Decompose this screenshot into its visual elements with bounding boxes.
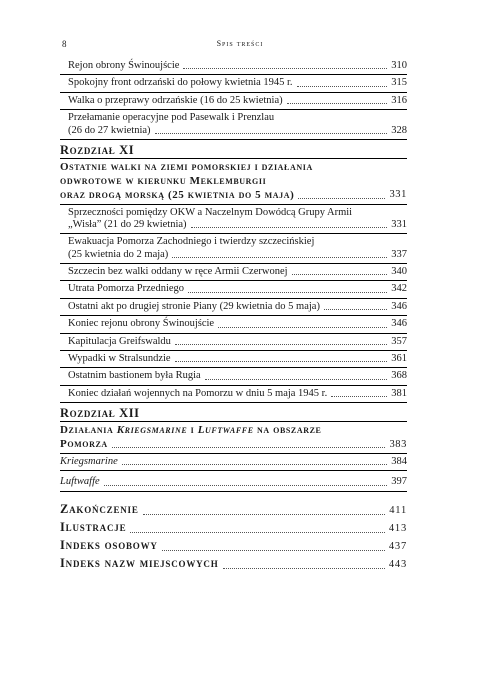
dot-leader	[104, 484, 388, 486]
dot-leader	[331, 395, 387, 397]
toc-entry-page: 331	[389, 189, 407, 201]
divider	[60, 139, 407, 140]
toc-entry-title: Kriegsmarine	[60, 456, 118, 468]
divider	[60, 233, 407, 234]
divider	[60, 315, 407, 316]
toc-entry-title: Szczecin bez walki oddany w ręce Armii Czerwonej	[68, 266, 288, 278]
toc-entry-page: 346	[391, 300, 407, 312]
toc-entry-page: 437	[388, 540, 407, 552]
table-of-contents	[60, 60, 407, 572]
toc-entry-title: Zakończenie	[60, 501, 139, 516]
divider	[60, 92, 407, 93]
divider	[60, 333, 407, 334]
toc-entry-title-line: Sprzeczności pomiędzy OKW a Naczelnym Dowódcą Grupy Armii	[68, 206, 353, 218]
chapter-title[interactable]	[60, 424, 407, 451]
toc-entry-title: Luftwaffe	[60, 476, 100, 488]
toc-entry-title-line: „Wisła” (21 do 29 kwietnia)	[68, 218, 187, 230]
dot-leader	[297, 85, 388, 87]
chapter-title-line: odwrotowe w kierunku Meklemburgii	[60, 174, 267, 187]
toc-entry-page: 340	[391, 266, 407, 278]
toc-entry-title: Rejon obrony Świnoujście	[68, 60, 180, 71]
toc-entry-page: 361	[391, 352, 407, 364]
dot-leader	[191, 226, 388, 228]
toc-entry-page: 337	[391, 248, 407, 260]
chapter-title-line: Działania Kriegsmarine i Luftwaffe na obszarze	[60, 424, 322, 437]
toc-entry-title: Koniec rejonu obrony Świnoujście	[68, 318, 215, 330]
toc-entry-multiline[interactable]	[60, 236, 407, 261]
toc-entry-main[interactable]	[60, 500, 407, 518]
toc-entry-page: 331	[391, 218, 407, 230]
toc-entry-title-line: Ewakuacja Pomorza Zachodniego i twierdzy szczecińskiej	[68, 236, 315, 248]
toc-entry-title-line: (26 do 27 kwietnia)	[68, 124, 151, 136]
toc-entry-page: 413	[388, 522, 407, 534]
chapter-title-line: oraz drogą morską (25 kwietnia do 5 maja)	[60, 188, 295, 201]
chapter-label: Rozdział XII	[60, 406, 140, 421]
toc-entry-title: Spokojny front odrzański do połowy kwietnia 1945 r.	[68, 77, 293, 89]
dot-leader	[287, 102, 388, 104]
divider	[60, 367, 407, 368]
divider	[60, 402, 407, 403]
toc-entry-main[interactable]	[60, 536, 407, 554]
toc-entry[interactable]	[60, 456, 407, 468]
dot-leader	[122, 463, 388, 465]
dot-leader	[130, 531, 384, 533]
chapter-title[interactable]	[60, 161, 407, 201]
divider	[60, 453, 407, 454]
toc-entry-title: Ilustracje	[60, 519, 127, 534]
dot-leader	[218, 326, 387, 328]
dot-leader	[298, 197, 385, 199]
toc-entry-title: Utrata Pomorza Przedniego	[68, 283, 185, 295]
toc-entry[interactable]	[60, 266, 407, 278]
toc-entry-title-line: Przełamanie operacyjne pod Pasewalk i Prenzlau	[68, 112, 275, 124]
toc-entry-page: 328	[391, 124, 407, 136]
divider	[60, 158, 407, 159]
dot-leader	[183, 67, 387, 69]
toc-entry-multiline[interactable]	[60, 112, 407, 137]
toc-entry[interactable]	[60, 95, 407, 107]
toc-entry-page: 316	[391, 94, 407, 106]
dot-leader	[175, 360, 388, 362]
toc-entry-page: 357	[391, 335, 407, 347]
divider	[60, 280, 407, 281]
toc-entry-title: Wypadki w Stralsundzie	[68, 352, 171, 364]
toc-entry-title: Indeks osobowy	[60, 538, 158, 553]
divider	[60, 263, 407, 264]
toc-entry[interactable]	[60, 336, 407, 348]
toc-entry[interactable]	[60, 283, 407, 295]
toc-entry-page: 381	[391, 387, 407, 399]
divider	[60, 350, 407, 351]
toc-entry[interactable]	[60, 301, 407, 313]
toc-entry[interactable]	[60, 476, 407, 488]
toc-entry-page: 368	[391, 370, 407, 382]
toc-entry-page: 310	[391, 60, 407, 71]
toc-entry-page: 383	[389, 438, 407, 450]
divider	[60, 109, 407, 110]
toc-entry-title: Ostatnim bastionem była Rugia	[68, 370, 201, 382]
divider	[60, 491, 407, 492]
toc-entry-page: 443	[388, 559, 407, 571]
dot-leader	[223, 567, 385, 569]
toc-entry-main[interactable]	[60, 554, 407, 572]
dot-leader	[175, 343, 387, 345]
divider	[60, 470, 407, 471]
dot-leader	[162, 549, 385, 551]
running-header: Spis treści	[216, 39, 264, 48]
chapter-title-line: Pomorza	[60, 438, 108, 451]
dot-leader	[112, 446, 386, 448]
toc-entry-title: Kapitulacja Greifswaldu	[68, 335, 171, 347]
toc-entry[interactable]	[60, 318, 407, 330]
toc-entry-title: Koniec działań wojennych na Pomorzu w dniu 5 maja 1945 r.	[68, 387, 328, 399]
dot-leader	[324, 308, 387, 310]
toc-entry[interactable]	[60, 388, 407, 400]
toc-entry-page: 342	[391, 283, 407, 295]
toc-entry-main[interactable]	[60, 518, 407, 536]
dot-leader	[292, 273, 388, 275]
dot-leader	[143, 513, 386, 515]
toc-entry[interactable]	[60, 353, 407, 365]
dot-leader	[205, 378, 388, 380]
toc-entry-page: 384	[391, 456, 407, 468]
dot-leader	[155, 132, 388, 134]
divider	[60, 298, 407, 299]
chapter-label: Rozdział XI	[60, 142, 135, 157]
toc-entry-title: Walka o przeprawy odrzańskie (16 do 25 kwietnia)	[68, 94, 283, 106]
toc-entry[interactable]	[60, 77, 407, 89]
page-number: 8	[62, 39, 67, 49]
toc-entry-page: 346	[391, 318, 407, 330]
divider	[60, 204, 407, 205]
toc-entry-title: Ostatni akt po drugiej stronie Piany (29 kwietnia do 5 maja)	[68, 300, 320, 312]
toc-entry-title: Indeks nazw miejscowych	[60, 556, 219, 571]
dot-leader	[188, 291, 387, 293]
divider	[60, 385, 407, 386]
divider	[60, 74, 407, 75]
toc-entry-page: 315	[391, 77, 407, 89]
toc-entry-multiline[interactable]	[60, 207, 407, 232]
toc-entry-title-line: (25 kwietnia do 2 maja)	[68, 248, 169, 260]
toc-entry[interactable]	[60, 60, 407, 72]
toc-entry-page: 411	[389, 504, 407, 516]
dot-leader	[172, 256, 387, 258]
toc-entry[interactable]	[60, 370, 407, 382]
toc-entry-page: 397	[391, 476, 407, 488]
chapter-title-line: Ostatnie walki na ziemi pomorskiej i działania	[60, 161, 313, 174]
divider	[60, 421, 407, 422]
